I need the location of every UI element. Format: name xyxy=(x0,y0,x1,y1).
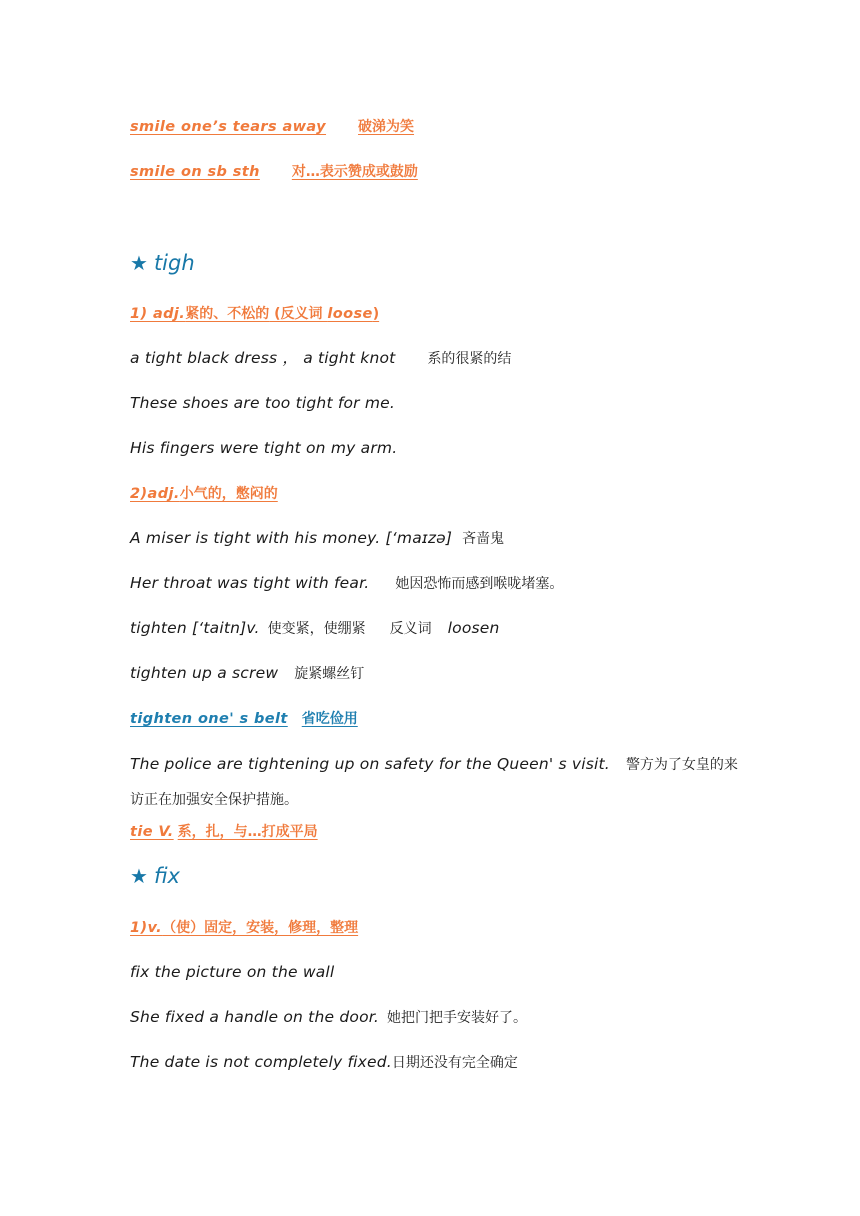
phrase-tighten-belt xyxy=(130,708,750,730)
entry-heading-tigh xyxy=(130,249,195,277)
def-prefix: 2)adj. xyxy=(130,486,180,502)
definition-fix-1 xyxy=(130,917,750,939)
example-miser xyxy=(130,527,750,550)
example-tighten xyxy=(130,617,750,640)
definition-tie xyxy=(130,821,750,843)
example-dress xyxy=(130,347,750,370)
example-picture xyxy=(130,961,750,983)
example-en: These shoes are too tight for me. xyxy=(130,394,396,412)
definition-tight-1 xyxy=(130,303,750,325)
phrase-smile-tears-away xyxy=(130,116,750,138)
example-shoes xyxy=(130,392,750,414)
phrase-zh: 破涕为笑 xyxy=(358,119,415,135)
def-zh: 小气的，憋闷的 xyxy=(179,486,278,502)
example-en: A miser is tight with his money. [‘maɪzə] xyxy=(130,529,453,547)
phrase-en: smile on sb sth xyxy=(130,164,260,180)
def-prefix: 1) adj. xyxy=(130,306,186,322)
example-fingers xyxy=(130,437,750,459)
example-handle xyxy=(130,1006,750,1029)
example-screw xyxy=(130,662,750,685)
def-paren-close: ) xyxy=(372,306,380,322)
def-paren-open: (反义词 xyxy=(269,306,328,322)
example-zh: 旋紧螺丝钉 xyxy=(294,666,365,682)
example-en: The police are tightening up on safety for the Queen' s visit. xyxy=(130,755,610,773)
example-en: His fingers were tight on my arm. xyxy=(130,439,398,457)
headword: tigh xyxy=(153,251,195,275)
definition-tight-2 xyxy=(130,483,750,505)
phrase-zh: 对…表示赞成或鼓励 xyxy=(291,164,418,180)
headword: fix xyxy=(153,864,180,888)
def-zh: （使）固定，安装，修理，整理 xyxy=(162,920,359,936)
example-zh: 吝啬鬼 xyxy=(462,531,505,547)
example-police xyxy=(130,747,740,817)
def-prefix: 1)v. xyxy=(130,920,163,936)
example-zh: 使变紧，使绷紧 xyxy=(267,621,366,637)
phrase-en: tighten one' s belt xyxy=(130,711,288,727)
example-antonym-label: 反义词 xyxy=(389,621,432,637)
star-icon: ★ xyxy=(130,864,148,888)
example-zh: 她把门把手安装好了。 xyxy=(387,1010,528,1026)
example-en: The date is not completely fixed. xyxy=(130,1053,392,1071)
def-zh: 紧的、不松的 xyxy=(185,306,270,322)
example-throat xyxy=(130,572,750,595)
example-antonym: loosen xyxy=(447,619,500,637)
example-zh: 日期还没有完全确定 xyxy=(391,1055,518,1071)
example-en: fix the picture on the wall xyxy=(130,963,335,981)
entry-heading-fix xyxy=(130,862,180,890)
example-zh: 警方为了女皇的来访正在加强安全保护措施。 xyxy=(130,757,738,808)
star-icon: ★ xyxy=(130,251,148,275)
def-antonym: loose xyxy=(327,306,373,322)
example-en: a tight black dress ， a tight knot xyxy=(130,349,396,367)
def-zh: 系，扎，与…打成平局 xyxy=(177,824,318,840)
example-date xyxy=(130,1051,750,1074)
example-zh: 她因恐怖而感到喉咙堵塞。 xyxy=(395,576,564,592)
phrase-zh: 省吃俭用 xyxy=(301,711,358,727)
example-en: tighten up a screw xyxy=(130,664,279,682)
example-en: Her throat was tight with fear. xyxy=(130,574,370,592)
example-en: She fixed a handle on the door. xyxy=(130,1008,380,1026)
def-prefix: tie V. xyxy=(130,824,174,840)
example-zh: 系的很紧的结 xyxy=(427,351,512,367)
phrase-en: smile one’s tears away xyxy=(130,119,327,135)
example-en: tighten [‘taitn]v. xyxy=(130,619,260,637)
phrase-smile-on xyxy=(130,161,750,183)
